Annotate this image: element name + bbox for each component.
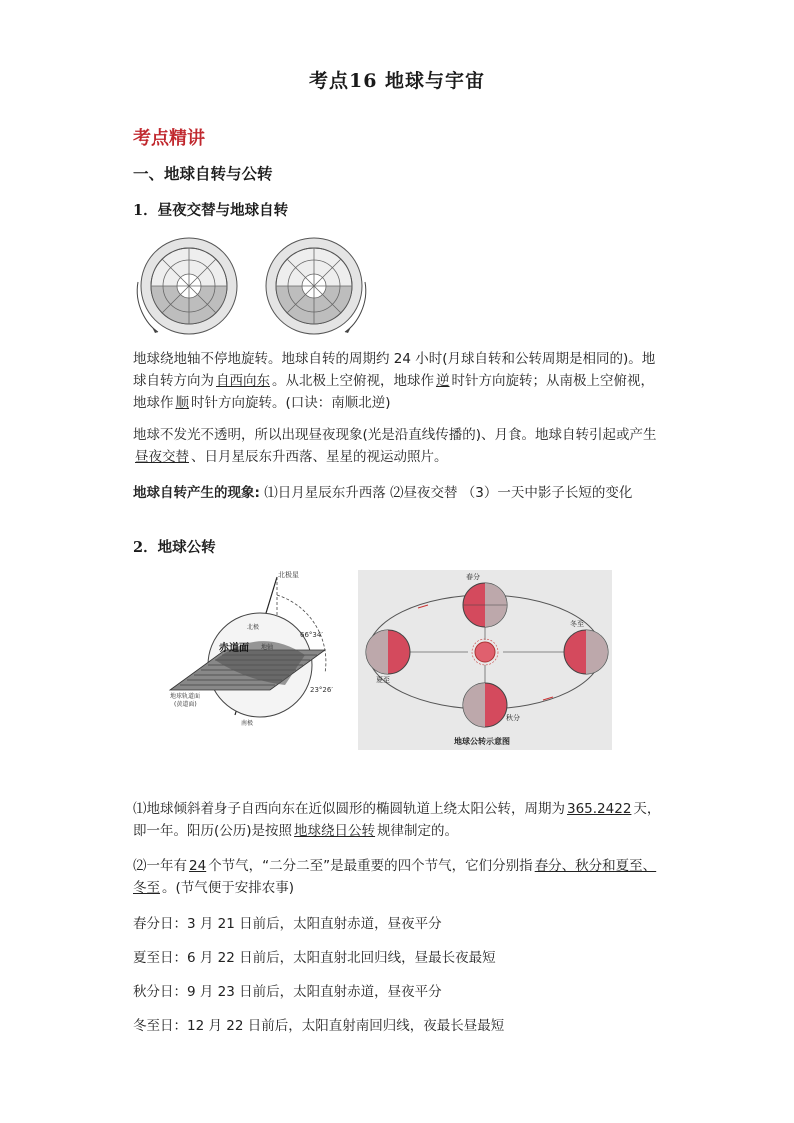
blank-answer: 地球绕日公转	[294, 823, 376, 839]
rotation-paragraph-2	[133, 424, 663, 468]
heading-revolution: 2．地球公转	[133, 539, 216, 556]
equator-label: 赤道面	[219, 643, 249, 654]
ecliptic-label: (黄道面)	[174, 701, 197, 708]
angle-66-label: 66°34′	[300, 631, 323, 639]
axis-label: 地轴	[261, 644, 274, 651]
blank-answer: 自西向东	[216, 373, 270, 389]
winter-label: 冬至	[570, 620, 584, 628]
revolution-paragraph-1	[133, 798, 663, 842]
orbit-figure	[358, 570, 612, 750]
orbit-caption: 地球公转示意图	[454, 737, 510, 746]
polar-globe-figure-left	[128, 234, 248, 344]
phenomena-label: 地球自转产生的现象:	[133, 485, 260, 501]
heading-day-night: 1．昼夜交替与地球自转	[133, 202, 289, 219]
text: 个节气，“二分二至”是最重要的四个节气，它们分别指	[208, 858, 533, 874]
revolution-paragraph-2	[133, 855, 663, 899]
text: 时针方向旋转；从南极上空俯视，地球作	[133, 373, 654, 411]
solar-term-summer: 夏至日：6 月 22 日前后，太阳直射北回归线，昼最长夜最短	[133, 950, 496, 966]
rotation-phenomena	[133, 482, 663, 504]
text: 地球不发光不透明，所以出现昼夜现象(光是沿直线传播的)、月食。地球自转引起或产生	[133, 427, 657, 443]
blank-answer: 昼夜交替	[135, 449, 189, 465]
polar-globe-figure-right	[253, 234, 373, 344]
text: 地球绕地轴不停地旋转。地球自转的周期约 24 小时(月球自转和公转周期是相同的)。地球自转方向为	[133, 351, 656, 389]
solar-term-winter: 冬至日：12 月 22 日前后，太阳直射南回归线，夜最长昼最短	[133, 1018, 505, 1034]
text: 规律制定的。	[377, 823, 459, 839]
phenomena-list: ⑴日月星辰东升西落 ⑵昼夜交替 （3）一天中影子长短的变化	[259, 485, 633, 501]
text: ⑵一年有	[133, 858, 187, 874]
blank-answer: 春分、秋分和夏至、冬至	[133, 858, 657, 896]
heading-rotation-revolution: 一、地球自转与公转	[133, 164, 273, 183]
text: ⑴地球倾斜着身子自西向东在近似圆形的椭圆轨道上绕太阳公转，周期为	[133, 801, 565, 817]
blank-answer: 顺	[175, 395, 189, 411]
text: 时针方向旋转。(口诀：南顺北逆)	[191, 395, 391, 411]
north-label: 北极	[247, 624, 260, 631]
earth-summer	[366, 630, 410, 674]
rotation-paragraph-1	[133, 348, 663, 414]
blank-answer: 24	[189, 858, 207, 874]
earth-spring	[463, 583, 507, 627]
text: 。(节气便于安排农事)	[162, 880, 295, 896]
north-star-label: 北极星	[278, 571, 299, 579]
blank-answer: 逆	[436, 373, 450, 389]
earth-autumn	[463, 683, 507, 727]
angle-23-label: 23°26′	[310, 686, 333, 694]
section-title: 考点精讲	[133, 128, 205, 149]
text: 天，即一年。阳历(公历)是按照	[133, 801, 661, 839]
page-title: 考点16 地球与宇宙	[308, 70, 486, 92]
autumn-label: 秋分	[506, 714, 520, 722]
axial-tilt-figure	[165, 565, 355, 740]
south-label: 南极	[241, 720, 254, 727]
text: 。从北极上空俯视，地球作	[272, 373, 434, 389]
solar-term-autumn: 秋分日：9 月 23 日前后，太阳直射赤道，昼夜平分	[133, 984, 442, 1000]
earth-winter	[564, 630, 608, 674]
solar-term-spring: 春分日：3 月 21 日前后，太阳直射赤道，昼夜平分	[133, 916, 442, 932]
spring-label: 春分	[466, 573, 480, 581]
blank-answer: 365.2422	[567, 801, 632, 817]
summer-label: 夏至	[376, 676, 390, 684]
orbit-plane-label: 地球轨道面	[170, 693, 201, 700]
text: 、日月星辰东升西落、星星的视运动照片。	[191, 449, 448, 465]
